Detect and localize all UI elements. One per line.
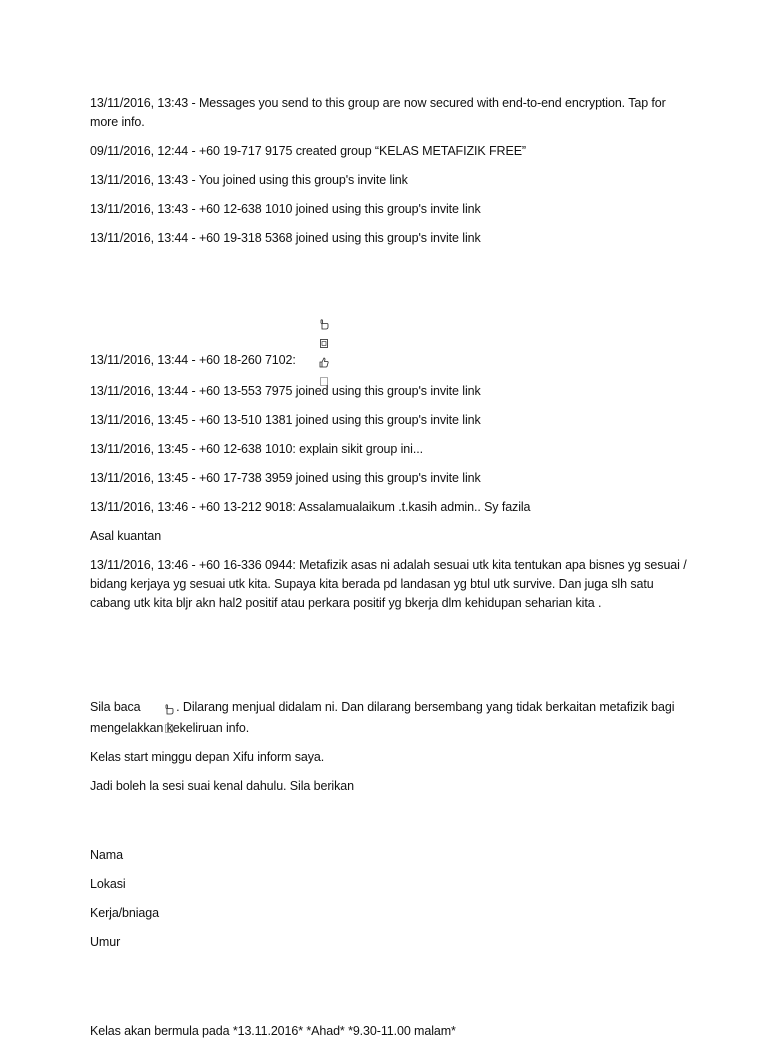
thumbs-up-icon [319,319,329,330]
placeholder-box-icon [164,685,174,696]
message-line: 13/11/2016, 13:43 - You joined using this group's invite link [90,173,408,187]
message-line: 13/11/2016, 13:44 - +60 13-553 7975 joined using this group's invite link [90,384,481,398]
blank-line [90,806,690,846]
message-line: 13/11/2016, 13:46 - +60 16-336 0944: Metafizik asas ni adalah sesuai utk kita tentukan apa bisnes yg sesuai / bidang kerjaya yg sesuai utk kita. Supaya kita berada pd landasan yg btul utk survive. Dan juga slh satu cabang utk kita bljr akn hal2 positif atau perkara positif yg bkerja dlm kehidupan seharian kita . [90,558,690,610]
message-line: Asal kuantan [90,529,162,543]
blank-line [90,623,690,643]
pointing-hand-icon [319,281,329,292]
emoji-group [144,643,176,719]
emoji-group [299,258,331,372]
announcement-sila-baca [90,643,690,738]
message-text: 13/11/2016, 13:44 - +60 18-260 7102: [90,353,300,367]
message-line: 13/11/2016, 13:45 - +60 13-510 1381 joined using this group's invite link [90,413,481,427]
sila-baca-suffix: . Dilarang menjual didalam ni. Dan dilarang bersembang yang tidak berkaitan metafizik bagi mengelakkan kekeliruan info. [90,700,678,735]
message-line: 13/11/2016, 13:43 - +60 12-638 1010 joined using this group's invite link [90,202,481,216]
message-line: 13/11/2016, 13:43 - Messages you send to this group are now secured with end-to-end encryption. Tap for more info. [90,96,670,129]
sila-baca-prefix: Sila baca [90,700,144,714]
message-line: 13/11/2016, 13:44 - +60 19-318 5368 joined using this group's invite link [90,231,481,245]
chat-export-document [90,94,690,1051]
message-line: 13/11/2016, 13:46 - +60 13-212 9018: Assalamualaikum .t.kasih admin.. Sy fazila [90,500,531,514]
placeholder-box-icon [319,338,329,349]
field-umur: Umur [90,935,121,949]
blank-line [90,962,690,1022]
field-lokasi: Lokasi [90,877,126,891]
message-line: 13/11/2016, 13:45 - +60 12-638 1010: explain sikit group ini... [90,442,423,456]
message-line-with-emoji [90,258,690,372]
message-line: 09/11/2016, 12:44 - +60 19-717 9175 created group “KELAS METAFIZIK FREE” [90,144,526,158]
field-nama: Nama [90,848,123,862]
pointing-up-icon [164,666,174,677]
kelas-akan-line: Kelas akan bermula pada *13.11.2016* *Ahad* *9.30-11.00 malam* [90,1024,456,1038]
jadi-boleh-line: Jadi boleh la sesi suai kenal dahulu. Sila berikan [90,779,354,793]
field-kerja: Kerja/bniaga [90,906,159,920]
message-line: 13/11/2016, 13:45 - +60 17-738 3959 joined using this group's invite link [90,471,481,485]
placeholder-box-icon [319,300,329,311]
kelas-start-line: Kelas start minggu depan Xifu inform saya. [90,750,325,764]
